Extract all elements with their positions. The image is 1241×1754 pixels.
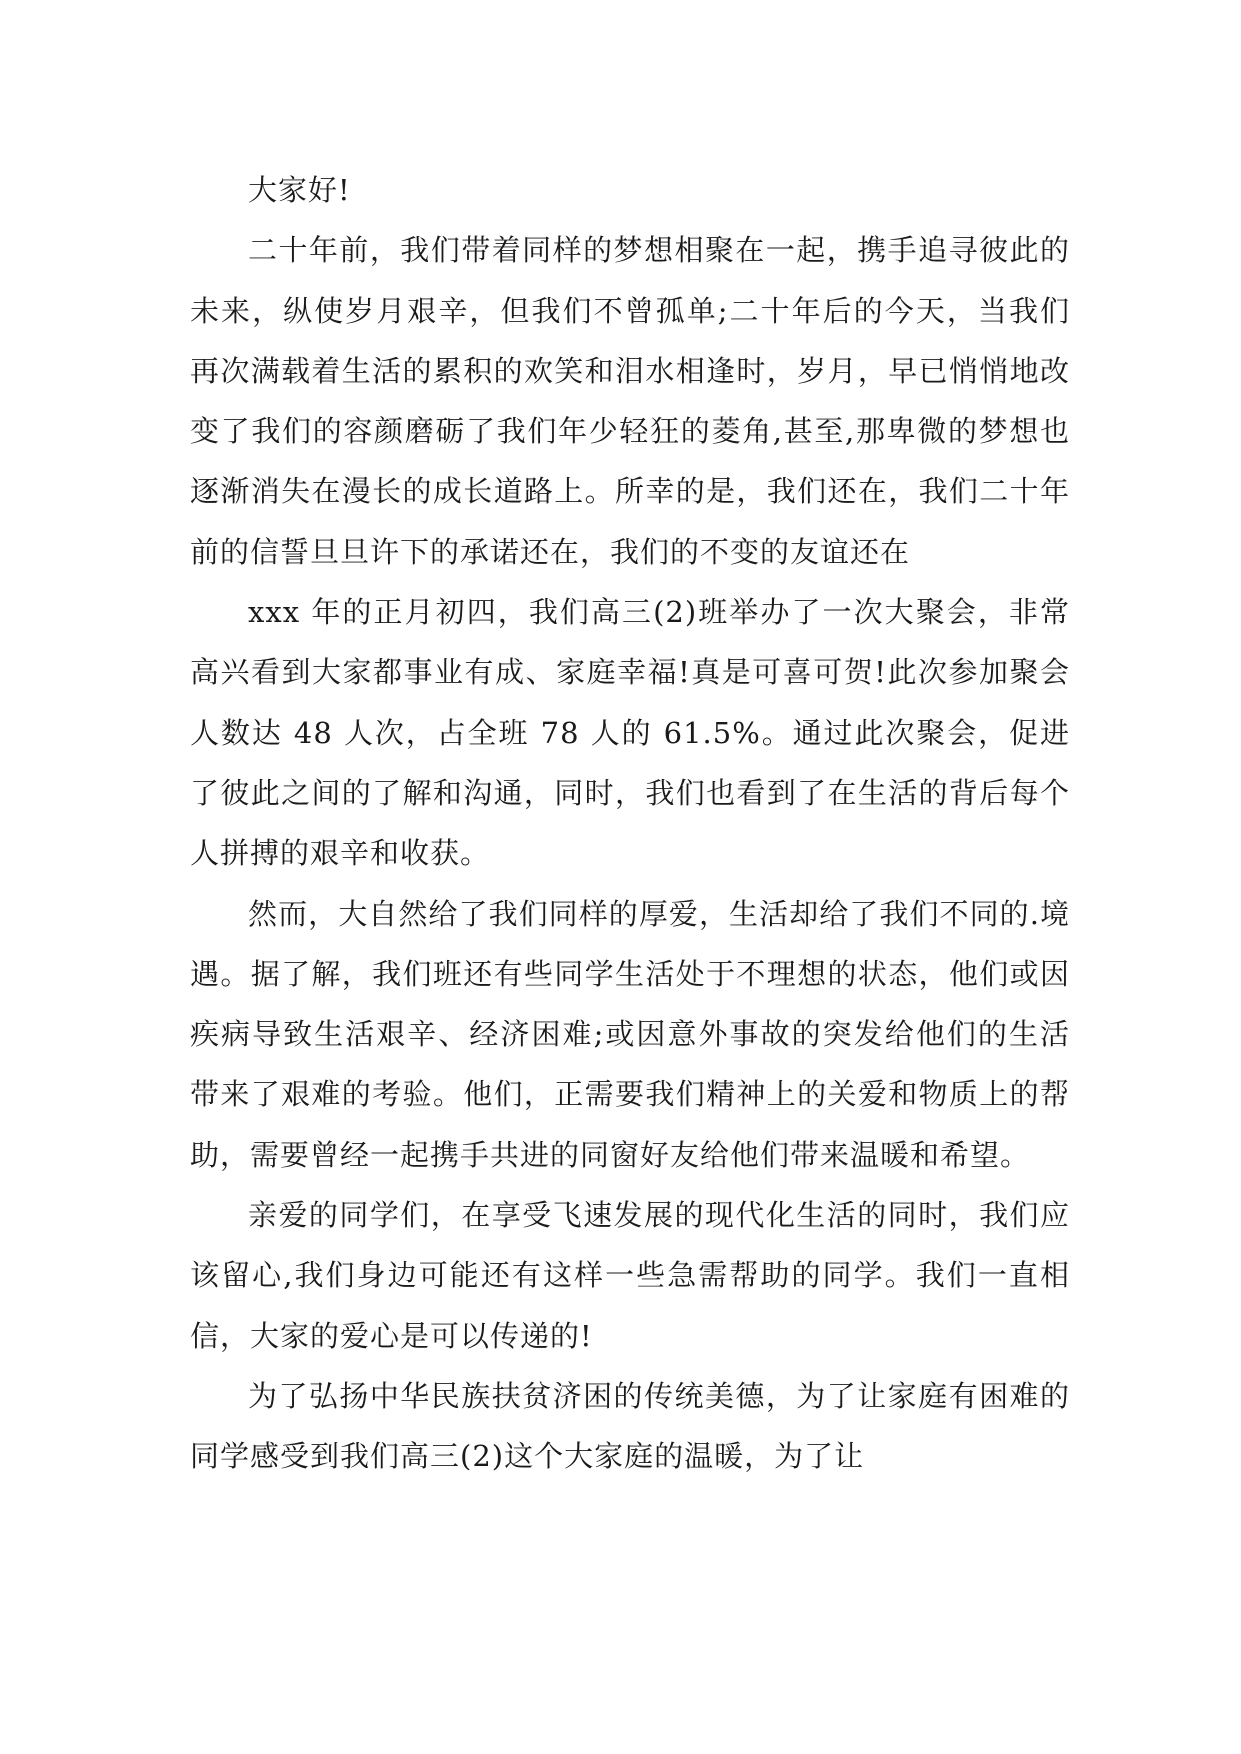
paragraph-purpose: 为了弘扬中华民族扶贫济困的传统美德，为了让家庭有困难的同学感受到我们高三(2)这个大家庭的温暖，为了让	[190, 1378, 1070, 1474]
paragraph-twenty-years: 二十年前，我们带着同样的梦想相聚在一起，携手追寻彼此的未来，纵使岁月艰辛，但我们不曾孤单;二十年后的今天，当我们再次满载着生活的累积的欢笑和泪水相逢时，岁月，早已悄悄地改变了我们的容颜磨砺了我们年少轻狂的菱角,甚至,那卑微的梦想也逐渐消失在漫长的成长道路上。所幸的是，我们还在，我们二十年前的信誓旦旦许下的承诺还在，我们的不变的友谊还在	[190, 233, 1070, 569]
paragraph-appeal: 亲爱的同学们，在享受飞速发展的现代化生活的同时，我们应该留心,我们身边可能还有这样一些急需帮助的同学。我们一直相信，大家的爱心是可以传递的!	[190, 1198, 1070, 1353]
paragraph-reunion: xxx 年的正月初四，我们高三(2)班举办了一次大聚会，非常高兴看到大家都事业有成、家庭幸福!真是可喜可贺!此次参加聚会人数达 48 人次，占全班 78 人的 61.5%。通过此次聚会，促进了彼此之间的了解和沟通，同时，我们也看到了在生活的背后每个人拼搏的艰辛和收获。	[190, 595, 1070, 871]
paragraph-circumstances: 然而，大自然给了我们同样的厚爱，生活却给了我们不同的.境遇。据了解，我们班还有些同学生活处于不理想的状态，他们或因疾病导致生活艰辛、经济困难;或因意外事故的突发给他们的生活带来了艰难的考验。他们，正需要我们精神上的关爱和物质上的帮助，需要曾经一起携手共进的同窗好友给他们带来温暖和希望。	[190, 896, 1070, 1172]
greeting-paragraph: 大家好!	[248, 173, 351, 207]
document-body	[190, 160, 1070, 1487]
